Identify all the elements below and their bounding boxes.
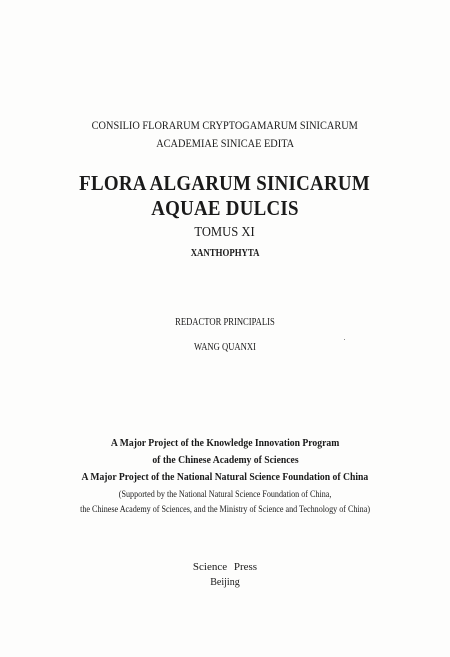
publisher-city: Beijing bbox=[210, 577, 240, 588]
volume-number-text: TOMUS XI bbox=[194, 225, 256, 240]
project-line-1 bbox=[0, 439, 450, 450]
series-academy-text: ACADEMIAE SINICAE EDITA bbox=[156, 136, 294, 150]
support-text-1: (Supported by the National Natural Science Foundation of China, bbox=[118, 489, 332, 499]
book-title-text-2: AQUAE DULCIS bbox=[151, 196, 299, 220]
volume-subject-text: XANTHOPHYTA bbox=[190, 248, 260, 259]
editor-role-line bbox=[0, 318, 450, 328]
volume-number-line bbox=[0, 226, 450, 240]
book-title-text-1: FLORA ALGARUM SINICARUM bbox=[79, 171, 371, 195]
series-council-line bbox=[0, 119, 450, 131]
project-text-3: A Major Project of the National Natural Science Foundation of China bbox=[81, 472, 369, 483]
series-council-text: CONSILIO FLORARUM CRYPTOGAMARUM SINICARUM bbox=[91, 118, 359, 132]
support-line-2 bbox=[0, 505, 450, 514]
series-academy-line bbox=[0, 137, 450, 149]
publisher-name: Science Press bbox=[192, 561, 258, 573]
support-line-1 bbox=[0, 490, 450, 499]
project-text-1: A Major Project of the Knowledge Innovation Program bbox=[110, 438, 340, 449]
editor-name-line bbox=[0, 343, 450, 353]
editor-name-text: WANG QUANXI bbox=[194, 342, 256, 353]
project-text-2: of the Chinese Academy of Sciences bbox=[151, 455, 299, 466]
book-title-line-2 bbox=[0, 198, 450, 219]
paper-speck bbox=[344, 339, 345, 340]
editor-role-text: REDACTOR PRINCIPALIS bbox=[175, 317, 275, 328]
project-line-2 bbox=[0, 456, 450, 467]
project-line-3 bbox=[0, 473, 450, 484]
volume-subject-line bbox=[0, 249, 450, 259]
support-text-2: the Chinese Academy of Sciences, and the Ministry of Science and Technology of China) bbox=[80, 504, 370, 514]
book-title-line-1 bbox=[0, 173, 450, 194]
